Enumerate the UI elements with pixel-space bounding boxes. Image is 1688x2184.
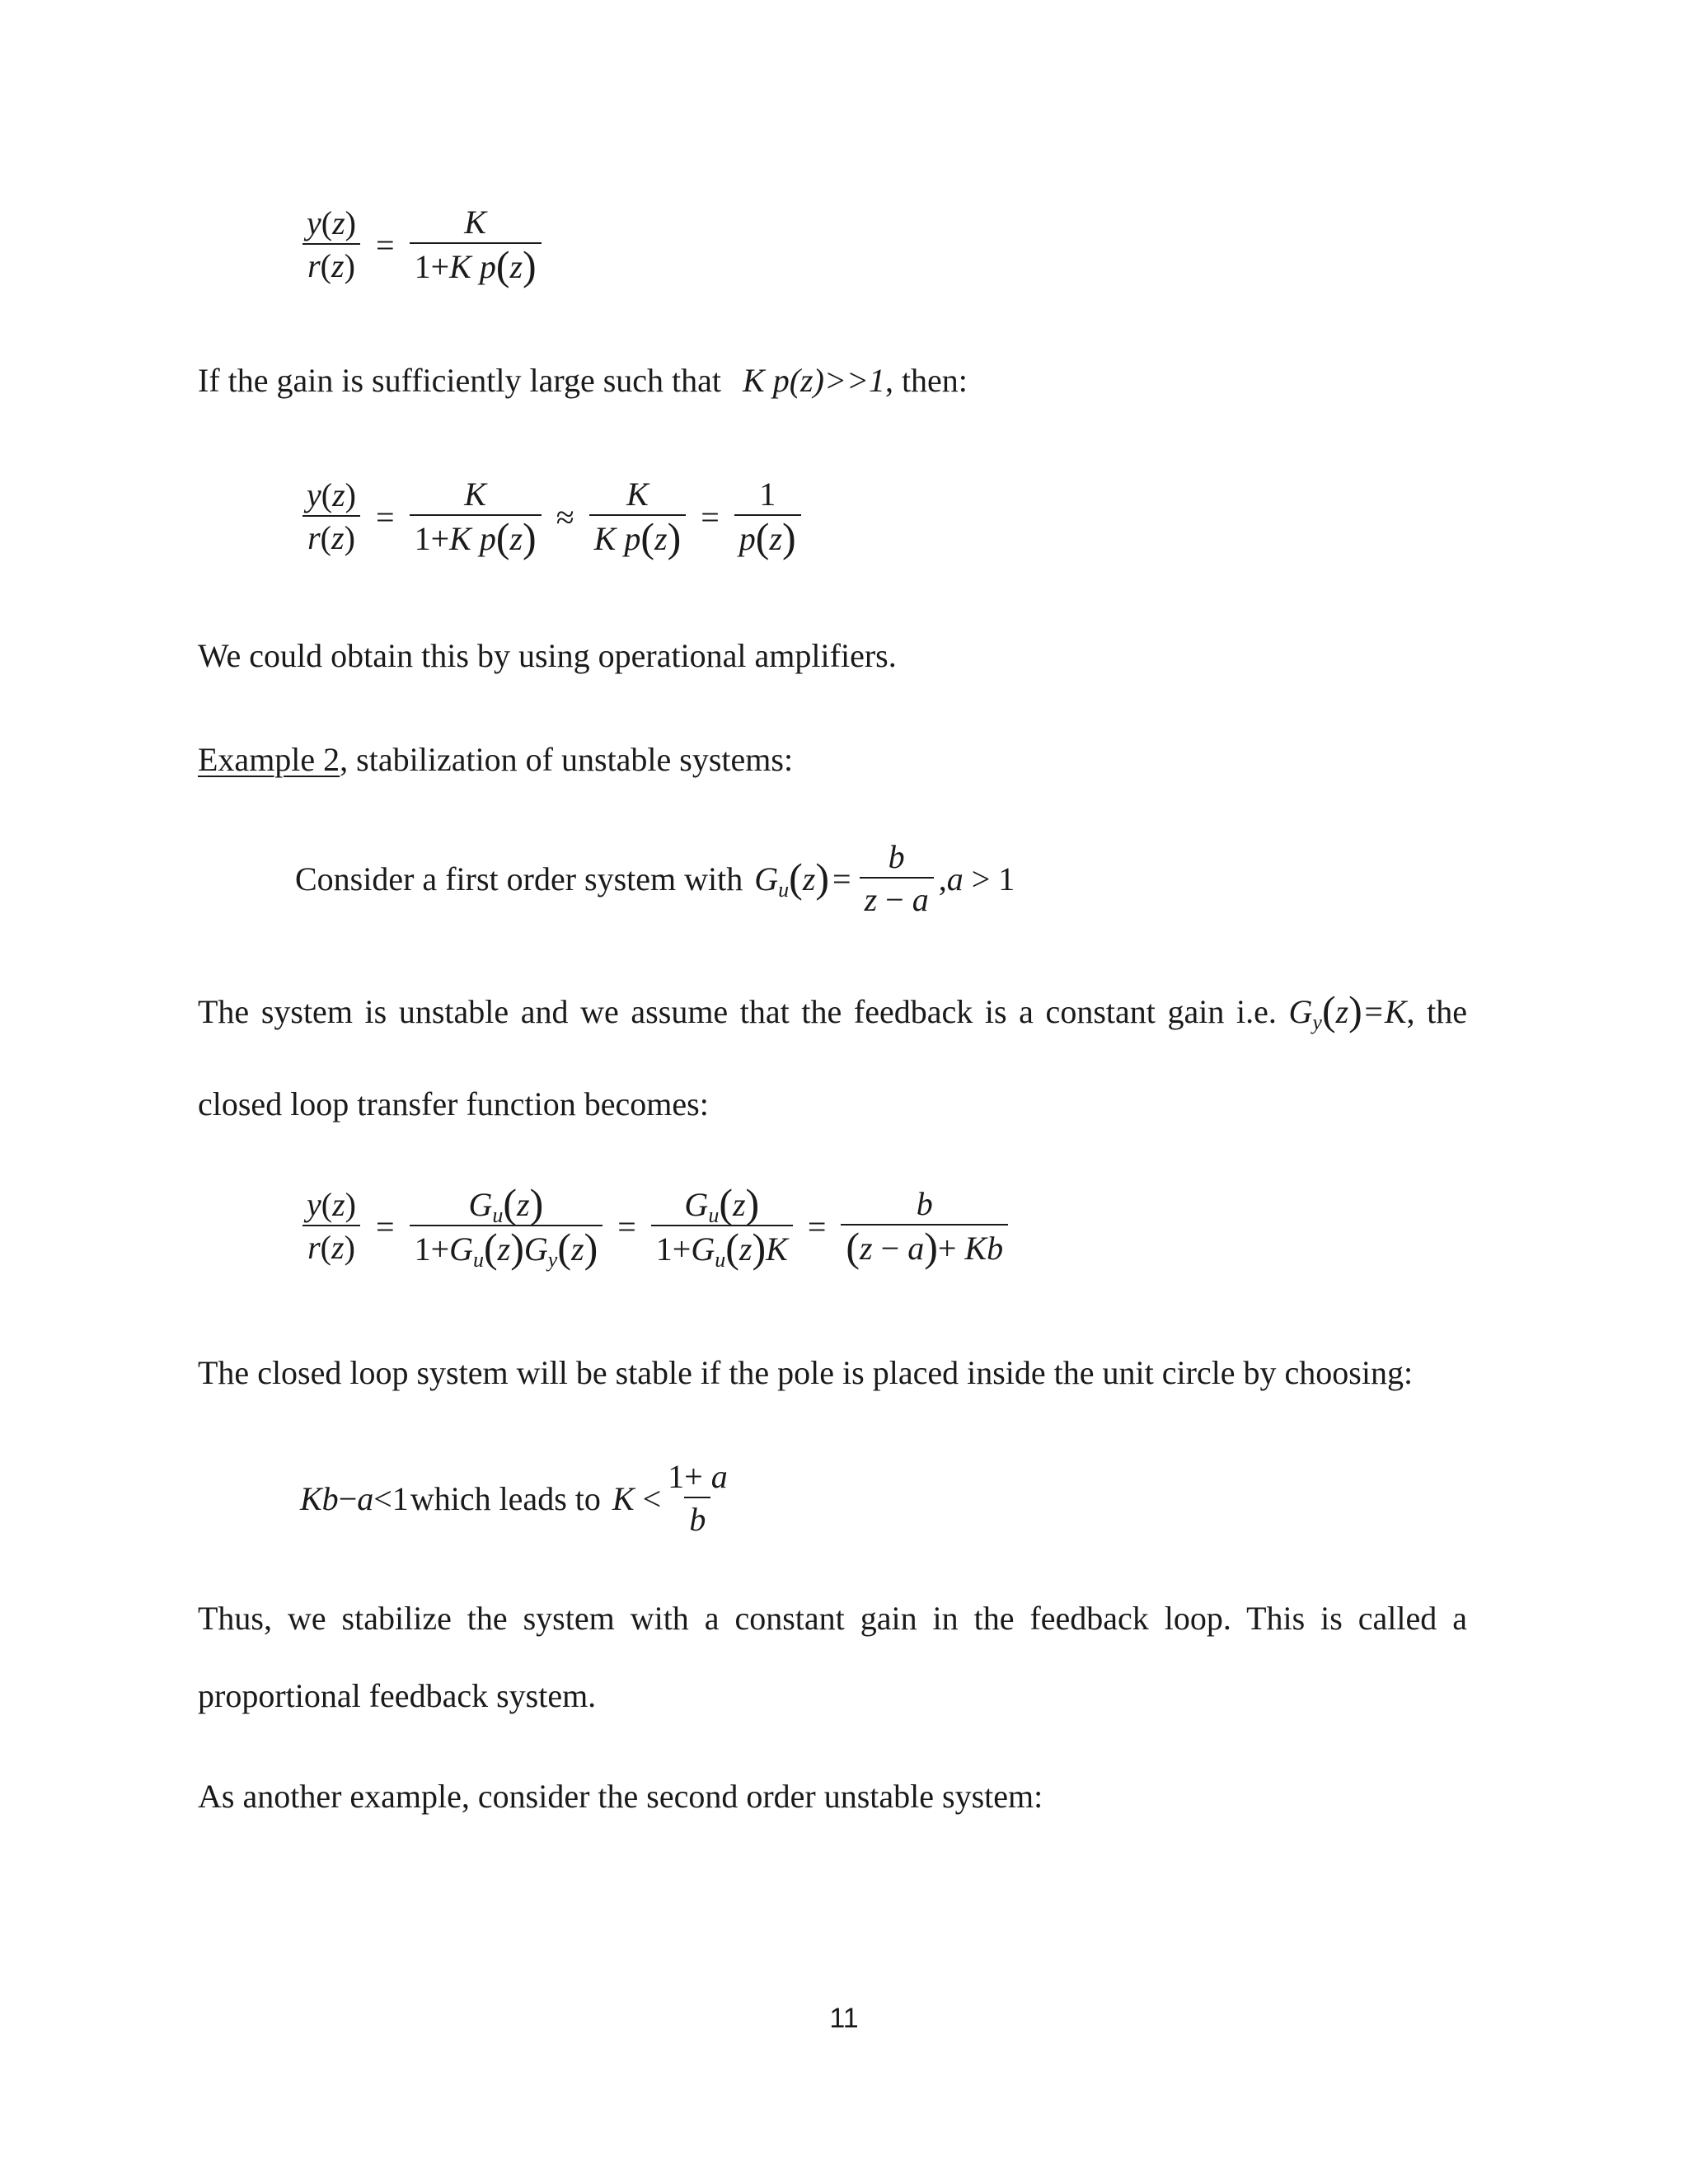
proportional-feedback-line2: proportional feedback system. <box>198 1677 597 1714</box>
second-order-intro: As another example, consider the second order unstable system: <box>198 1778 1043 1815</box>
unstable-text-line1-end: , the <box>1406 993 1468 1030</box>
gain-condition-lead: If the gain is sufficiently large such that <box>198 362 722 399</box>
page-number: 11 <box>829 2003 859 2034</box>
consider-text: Consider a first order system with <box>295 860 743 898</box>
example-title: , stabilization of unstable systems: <box>340 741 794 778</box>
first-order-system: Consider a first order system with $G_u(z)$ = $\frac{b}{z - a}$ ,a > 1 <box>295 838 1015 918</box>
proportional-feedback-line1: Thus, we stabilize the system with a constant gain in the feedback loop. This is called a <box>198 1600 1467 1637</box>
stability-condition-text: The closed loop system will be stable if the pole is placed inside the unit circle by choosing: <box>198 1354 1414 1391</box>
unstable-system-text <box>198 987 1468 1034</box>
equation-approximation: $\frac{y(z)}{r(z)}$ = $\frac{K}{\text{1+K p(z)}}$ ≈ $\frac{K}{\text{K p(z)}}$ = $\frac{1}{p(z)}$ <box>297 476 806 557</box>
example-heading <box>198 740 793 780</box>
which-leads-text: which leads to <box>410 1479 601 1517</box>
equation-closed-loop-first-order: $\frac{y(z)}{r(z)}$ = $\frac{G_u(z)}{1+G_u(z)G_y(z)}$ = $\frac{G_u(z)}{1+G_u(z)K}$ = $\frac{b}{(z - a)+ Kb}$ <box>297 1185 1013 1268</box>
example-label: Example 2 <box>198 741 340 778</box>
feedback-gain-math: $G_y(z)=K$ <box>1288 987 1407 1034</box>
equation-closed-loop-general: $\frac{y(z)}{r(z)}$ = $\frac{K}{\text{1+K p(z)}}$ <box>297 204 546 285</box>
op-amp-text: We could obtain this by using operational amplifiers. <box>198 637 897 674</box>
unstable-text-line1: The system is unstable and we assume that the feedback is a constant gain i.e. <box>198 993 1277 1030</box>
closed-loop-intro: closed loop transfer function becomes: <box>198 1085 709 1122</box>
gain-condition-end: , then: <box>884 362 968 399</box>
gain-condition-math: K p(z)>>1 <box>743 362 885 399</box>
gain-condition-text <box>198 361 968 401</box>
gain-inequality: Kb−a<1 which leads to K < $\frac{1+ a}{b}$ <box>300 1458 728 1538</box>
